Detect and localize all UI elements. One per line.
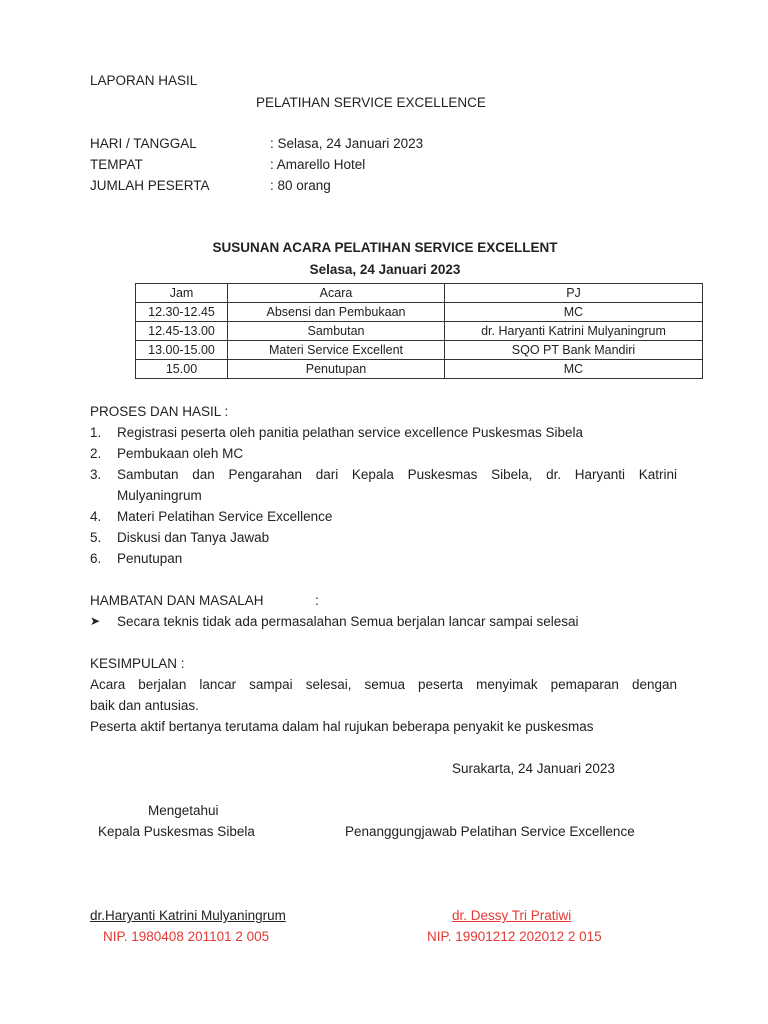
- list-number: 4.: [90, 509, 102, 524]
- cell-jam: 12.30-12.45: [136, 303, 228, 322]
- list-number: 3.: [90, 467, 102, 482]
- info-label-date: HARI / TANGGAL: [90, 136, 197, 151]
- list-item: Registrasi peserta oleh panitia pelathan service excellence Puskesmas Sibela: [117, 425, 584, 440]
- left-signer-nip: NIP. 1980408 201101 2 005: [103, 929, 270, 944]
- agenda-header-row: [136, 284, 703, 303]
- kesimpulan-line: baik dan antusias.: [90, 698, 199, 713]
- agenda-date: Selasa, 24 Januari 2023: [309, 262, 461, 277]
- cell-acara: Penutupan: [228, 360, 445, 379]
- cell-jam: 15.00: [136, 360, 228, 379]
- proses-heading: PROSES DAN HASIL :: [90, 404, 229, 419]
- hambatan-heading: HAMBATAN DAN MASALAH: [90, 593, 264, 608]
- cell-jam: 13.00-15.00: [136, 341, 228, 360]
- header-pj: PJ: [445, 284, 703, 303]
- left-signer-title: Kepala Puskesmas Sibela: [98, 824, 255, 839]
- list-number: 5.: [90, 530, 102, 545]
- info-label-place: TEMPAT: [90, 157, 143, 172]
- table-row: [136, 322, 703, 341]
- cell-pj: SQO PT Bank Mandiri: [445, 341, 703, 360]
- table-row: [136, 360, 703, 379]
- info-value-place: : Amarello Hotel: [270, 157, 366, 172]
- right-signer-title: Penanggungjawab Pelatihan Service Excellence: [345, 824, 635, 839]
- agenda-table: [135, 283, 703, 379]
- cell-pj: dr. Haryanti Katrini Mulyaningrum: [445, 322, 703, 341]
- report-subtitle: PELATIHAN SERVICE EXCELLENCE: [256, 95, 486, 110]
- kesimpulan-line: Acara berjalan lancar sampai selesai, semua peserta menyimak pemaparan dengan: [90, 677, 677, 692]
- cell-acara: Sambutan: [228, 322, 445, 341]
- hambatan-item: Secara teknis tidak ada permasalahan Semua berjalan lancar sampai selesai: [117, 614, 579, 629]
- list-item: Pembukaan oleh MC: [117, 446, 244, 461]
- header-acara: Acara: [228, 284, 445, 303]
- acknowledged-label: Mengetahui: [148, 803, 219, 818]
- list-item: Diskusi dan Tanya Jawab: [117, 530, 270, 545]
- arrow-bullet-icon: ➤: [90, 614, 101, 628]
- table-row: [136, 303, 703, 322]
- header-jam: Jam: [136, 284, 228, 303]
- list-number: 6.: [90, 551, 102, 566]
- list-item: Penutupan: [117, 551, 183, 566]
- place-date: Surakarta, 24 Januari 2023: [452, 761, 615, 776]
- left-signer-name: dr.Haryanti Katrini Mulyaningrum: [90, 908, 286, 923]
- list-item: Sambutan dan Pengarahan dari Kepala Puskesmas Sibela, dr. Haryanti Katrini: [117, 467, 677, 482]
- cell-pj: MC: [445, 303, 703, 322]
- kesimpulan-heading: KESIMPULAN :: [90, 656, 185, 671]
- agenda-title: SUSUNAN ACARA PELATIHAN SERVICE EXCELLENT: [212, 240, 558, 255]
- hambatan-colon: :: [315, 593, 319, 608]
- kesimpulan-line: Peserta aktif bertanya terutama dalam hal rujukan beberapa penyakit ke puskesmas: [90, 719, 594, 734]
- list-number: 2.: [90, 446, 102, 461]
- list-item: Materi Pelatihan Service Excellence: [117, 509, 333, 524]
- right-signer-nip: NIP. 19901212 202012 2 015: [427, 929, 602, 944]
- right-signer-name: dr. Dessy Tri Pratiwi: [452, 908, 572, 923]
- table-row: [136, 341, 703, 360]
- report-title: LAPORAN HASIL: [90, 73, 198, 88]
- list-number: 1.: [90, 425, 102, 440]
- cell-acara: Materi Service Excellent: [228, 341, 445, 360]
- cell-pj: MC: [445, 360, 703, 379]
- info-value-date: : Selasa, 24 Januari 2023: [270, 136, 424, 151]
- cell-acara: Absensi dan Pembukaan: [228, 303, 445, 322]
- info-label-participants: JUMLAH PESERTA: [90, 178, 210, 193]
- list-item-continuation: Mulyaningrum: [117, 488, 202, 503]
- info-value-participants: : 80 orang: [270, 178, 331, 193]
- cell-jam: 12.45-13.00: [136, 322, 228, 341]
